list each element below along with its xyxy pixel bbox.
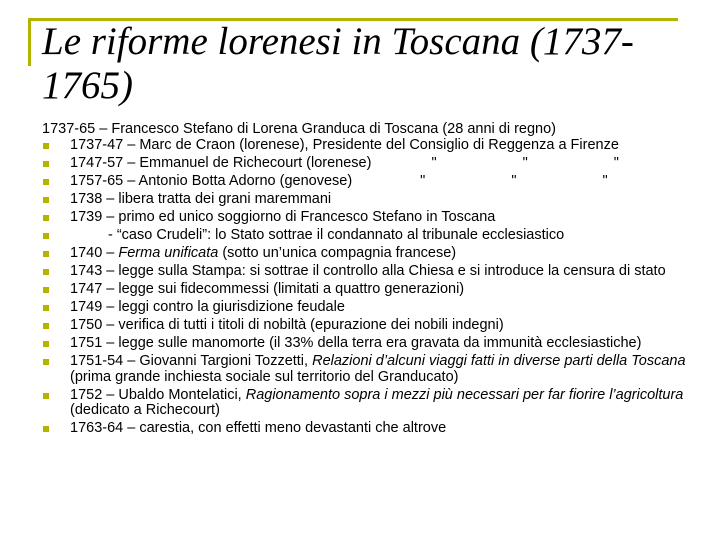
list-item-text: 1749 – leggi contro la giurisdizione feudale: [70, 299, 345, 315]
list-item-italic-text: Relazioni d’alcuni viaggi fatti in diverse parti della Toscana: [312, 353, 686, 369]
square-bullet-icon: [43, 161, 49, 167]
list-item-text: (prima grande inchiesta sociale sul territorio del Granducato): [70, 368, 459, 385]
list-item: [42, 246, 694, 262]
list-item-text: 1747-57 – Emmanuel de Richecourt (lorenese): [70, 155, 372, 171]
bullet-list: [42, 138, 694, 439]
list-item-italic-text: Ragionamento sopra i mezzi più necessari per far fiorire l’agricoltura: [245, 386, 684, 403]
ditto-mark: ": [431, 155, 437, 171]
list-item: [42, 138, 694, 154]
list-item: [42, 354, 694, 385]
list-item-text: 1738 – libera tratta dei grani maremmani: [70, 191, 332, 207]
list-item-text: 1743 – legge sulla Stampa: si sottrae il controllo alla Chiesa e si introduce la censura di stato: [70, 263, 666, 279]
list-item-text: (dedicato a Richecourt): [70, 402, 220, 418]
list-item-italic-text: Ferma unificata: [118, 245, 219, 261]
list-item-text: 1740 –: [70, 245, 119, 261]
slide-title: Le riforme lorenesi in Toscana (1737-1765): [42, 20, 634, 107]
square-bullet-icon: [43, 233, 49, 239]
slide-subtitle: 1737-65 – Francesco Stefano di Lorena Granduca di Toscana (28 anni di regno): [42, 121, 557, 137]
square-bullet-icon: [43, 305, 49, 311]
list-item-text: 1750 – verifica di tutti i titoli di nobiltà (epurazione dei nobili indegni): [70, 317, 504, 333]
list-item-text: 1763-64 – carestia, con effetti meno devastanti che altrove: [70, 420, 447, 436]
ditto-mark: ": [420, 173, 426, 189]
list-item-text: 1752 – Ubaldo Montelatici,: [70, 386, 246, 403]
list-item: [42, 318, 694, 334]
list-item: [42, 388, 694, 419]
list-item-text: 1737-47 – Marc de Craon (lorenese), Presidente del Consiglio di Reggenza a Firenze: [70, 137, 619, 153]
list-item-text: (sotto un’unica compagnia francese): [218, 245, 457, 261]
square-bullet-icon: [43, 179, 49, 185]
square-bullet-icon: [43, 215, 49, 221]
ditto-mark: ": [522, 155, 528, 171]
title-accent-bar-vertical: [28, 18, 31, 66]
list-item: [42, 210, 694, 226]
list-item: [42, 156, 694, 172]
square-bullet-icon: [43, 323, 49, 329]
list-item: [42, 264, 694, 280]
list-item: [42, 282, 694, 298]
square-bullet-icon: [43, 269, 49, 275]
square-bullet-icon: [43, 251, 49, 257]
square-bullet-icon: [43, 359, 49, 365]
list-item-text: 1751 – legge sulle manomorte (il 33% della terra era gravata da immunità ecclesiastiche): [70, 335, 642, 351]
list-item: [42, 421, 694, 437]
list-item: [42, 228, 694, 244]
list-item: [42, 174, 694, 190]
list-item-text: - “caso Crudeli”: lo Stato sottrae il condannato al tribunale ecclesiastico: [108, 227, 565, 243]
ditto-mark: ": [602, 173, 608, 189]
list-item-text: 1739 – primo ed unico soggiorno di Francesco Stefano in Toscana: [70, 209, 496, 225]
square-bullet-icon: [43, 143, 49, 149]
list-item-text: 1751-54 – Giovanni Targioni Tozzetti,: [70, 353, 313, 369]
ditto-mark: ": [613, 155, 619, 171]
square-bullet-icon: [43, 426, 49, 432]
ditto-mark: ": [511, 173, 517, 189]
list-item: [42, 336, 694, 352]
list-item: [42, 300, 694, 316]
square-bullet-icon: [43, 287, 49, 293]
list-item-text: 1757-65 – Antonio Botta Adorno (genovese): [70, 173, 353, 189]
square-bullet-icon: [43, 393, 49, 399]
square-bullet-icon: [43, 197, 49, 203]
square-bullet-icon: [43, 341, 49, 347]
list-item: [42, 192, 694, 208]
list-item-text: 1747 – legge sui fidecommessi (limitati a quattro generazioni): [70, 281, 465, 297]
